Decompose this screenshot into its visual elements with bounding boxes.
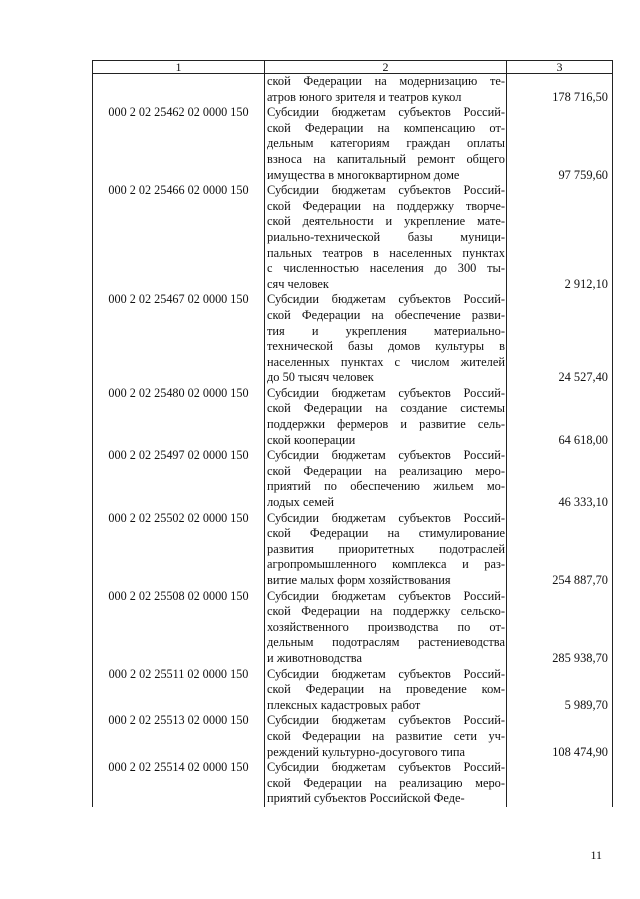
row-code: 000 2 02 25514 02 0000 150 xyxy=(93,760,265,807)
table-row xyxy=(93,713,613,760)
description-line: Субсидии бюджетам субъектов Россий- xyxy=(267,292,505,307)
row-amount: 178 716,50 xyxy=(507,74,613,106)
row-amount: 254 887,70 xyxy=(507,511,613,589)
row-description xyxy=(265,105,507,183)
description-line: дельным подотраслям растениеводства xyxy=(267,635,505,650)
table-row xyxy=(93,183,613,292)
row-description xyxy=(265,713,507,760)
table-body xyxy=(93,74,613,807)
description-line: ской Федерации на компенсацию от- xyxy=(267,120,505,135)
table-row xyxy=(93,105,613,183)
row-description xyxy=(265,589,507,667)
description-line: агропромышленного комплекса и раз- xyxy=(267,557,505,572)
table-row xyxy=(93,511,613,589)
table-row xyxy=(93,667,613,714)
row-amount: 2 912,10 xyxy=(507,183,613,292)
table-row xyxy=(93,589,613,667)
description-line: взноса на капитальный ремонт общего xyxy=(267,151,505,166)
description-line: атров юного зрителя и театров кукол xyxy=(267,89,462,104)
budget-table xyxy=(92,60,613,807)
row-amount: 5 989,70 xyxy=(507,667,613,714)
description-line: Субсидии бюджетам субъектов Россий- xyxy=(267,713,505,728)
description-line: ской Федерации на проведение ком- xyxy=(267,682,505,697)
row-description xyxy=(265,74,507,106)
row-amount: 97 759,60 xyxy=(507,105,613,183)
table-row xyxy=(93,386,613,448)
description-line: ской Федерации на поддержку творче- xyxy=(267,198,505,213)
row-description xyxy=(265,760,507,807)
row-code: 000 2 02 25513 02 0000 150 xyxy=(93,713,265,760)
description-line: с численностью населения до 300 ты- xyxy=(267,261,505,276)
header-col-3: 3 xyxy=(507,61,613,74)
row-code: 000 2 02 25502 02 0000 150 xyxy=(93,511,265,589)
description-line: ской деятельности и укрепление мате- xyxy=(267,214,505,229)
row-code: 000 2 02 25462 02 0000 150 xyxy=(93,105,265,183)
description-line: риально-технической базы муници- xyxy=(267,229,505,244)
description-line: витие малых форм хозяйствования xyxy=(267,573,451,587)
row-code: 000 2 02 25480 02 0000 150 xyxy=(93,386,265,448)
description-line: приятий субъектов Российской Феде- xyxy=(267,791,465,806)
description-line: ской Федерации на обеспечение разви- xyxy=(267,307,505,322)
table-row xyxy=(93,292,613,386)
description-line: ской Федерации на стимулирование xyxy=(267,526,505,541)
description-line: сяч человек xyxy=(267,276,329,291)
description-line: Субсидии бюджетам субъектов Россий- xyxy=(267,666,505,681)
row-code: 000 2 02 25508 02 0000 150 xyxy=(93,589,265,667)
description-line: имущества в многоквартирном доме xyxy=(267,167,460,182)
page-number: 11 xyxy=(590,848,602,862)
table-header-row xyxy=(93,61,613,74)
description-line: и животноводства xyxy=(267,650,362,665)
description-line: поддержки фермеров и развитие сель- xyxy=(267,417,505,432)
row-code: 000 2 02 25511 02 0000 150 xyxy=(93,667,265,714)
description-line: ской Федерации на поддержку сельско- xyxy=(267,604,505,619)
row-code xyxy=(93,74,265,106)
description-line: дельным категориям граждан оплаты xyxy=(267,136,505,151)
description-line: ской Федерации на реализацию меро- xyxy=(267,775,505,790)
description-line: Субсидии бюджетам субъектов Россий- xyxy=(267,448,505,463)
row-description xyxy=(265,511,507,589)
row-description xyxy=(265,183,507,292)
description-line: тия и укрепления материально- xyxy=(267,323,505,338)
description-line: Субсидии бюджетам субъектов Россий- xyxy=(267,760,505,775)
description-line: ской кооперации xyxy=(267,432,356,447)
row-amount: 108 474,90 xyxy=(507,713,613,760)
description-line: Субсидии бюджетам субъектов Россий- xyxy=(267,588,505,603)
row-amount: 64 618,00 xyxy=(507,386,613,448)
table-row xyxy=(93,760,613,807)
description-line: хозяйственного производства по от- xyxy=(267,619,505,634)
description-line: Субсидии бюджетам субъектов Россий- xyxy=(267,183,505,198)
description-line: до 50 тысяч человек xyxy=(267,370,374,385)
row-code: 000 2 02 25466 02 0000 150 xyxy=(93,183,265,292)
description-line: лодых семей xyxy=(267,495,335,510)
description-line: плексных кадастровых работ xyxy=(267,697,421,712)
description-line: ской Федерации на реализацию меро- xyxy=(267,463,505,478)
description-line: Субсидии бюджетам субъектов Россий- xyxy=(267,385,505,400)
description-line: Субсидии бюджетам субъектов Россий- xyxy=(267,105,505,120)
row-code: 000 2 02 25497 02 0000 150 xyxy=(93,448,265,510)
header-col-2: 2 xyxy=(265,61,507,74)
row-code: 000 2 02 25467 02 0000 150 xyxy=(93,292,265,386)
row-amount xyxy=(507,760,613,807)
description-line: Субсидии бюджетам субъектов Россий- xyxy=(267,510,505,525)
table-row xyxy=(93,74,613,106)
description-line: ской Федерации на модернизацию те- xyxy=(267,74,505,88)
description-line: приятий по обеспечению жильем мо- xyxy=(267,479,505,494)
row-description xyxy=(265,386,507,448)
table-row xyxy=(93,448,613,510)
description-line: реждений культурно-досугового типа xyxy=(267,744,466,759)
row-description xyxy=(265,667,507,714)
description-line: ской Федерации на создание системы xyxy=(267,401,505,416)
description-line: пальных театров в населенных пунктах xyxy=(267,245,505,260)
description-line: ской Федерации на развитие сети уч- xyxy=(267,728,505,743)
header-col-1: 1 xyxy=(93,61,265,74)
description-line: развития приоритетных подотраслей xyxy=(267,541,505,556)
row-description xyxy=(265,292,507,386)
description-line: населенных пунктах с числом жителей xyxy=(267,354,505,369)
description-line: технической базы домов культуры в xyxy=(267,339,505,354)
row-amount: 285 938,70 xyxy=(507,589,613,667)
row-amount: 24 527,40 xyxy=(507,292,613,386)
row-description xyxy=(265,448,507,510)
row-amount: 46 333,10 xyxy=(507,448,613,510)
